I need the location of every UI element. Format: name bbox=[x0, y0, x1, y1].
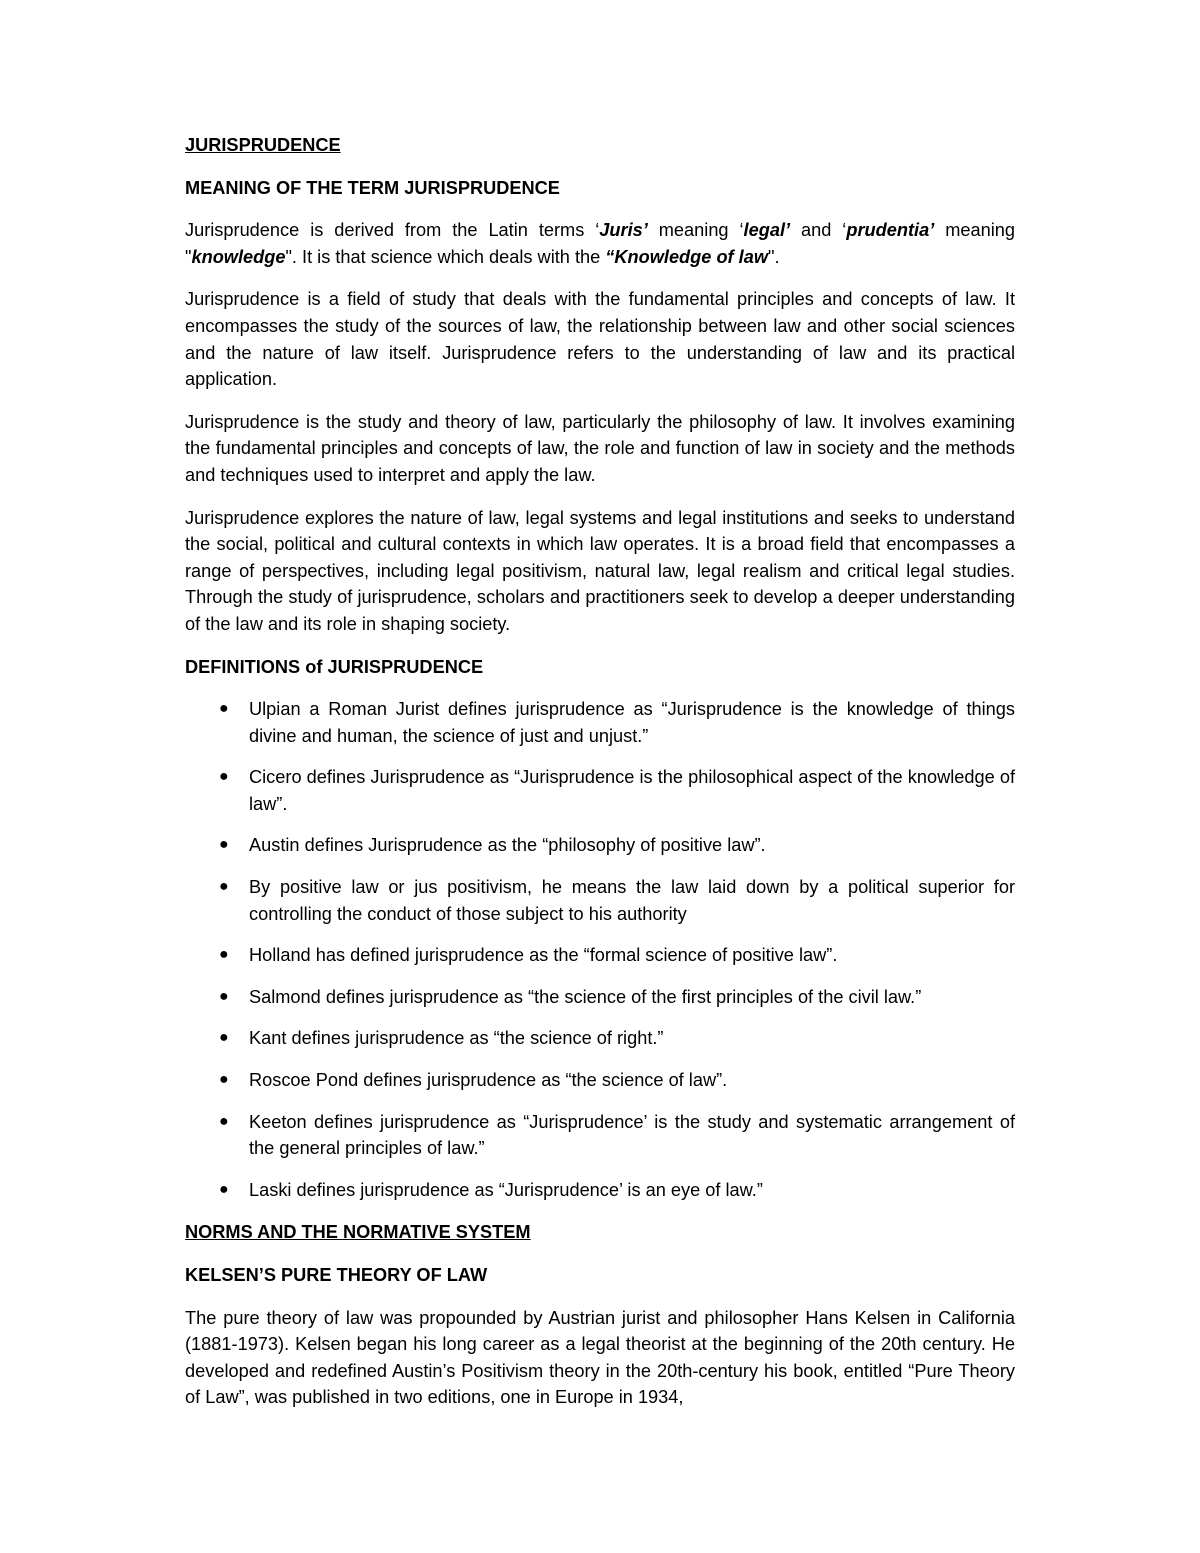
paragraph: Jurisprudence is a field of study that deals with the fundamental principles and concepts of law. It encompasses the study of the sources of law, the relationship between law and other social sciences and the nature of law itself. Jurisprudence refers to the understanding of law and its practical application. bbox=[185, 289, 1015, 390]
bullet-icon: ● bbox=[219, 1180, 229, 1198]
document-page bbox=[185, 132, 1015, 1427]
list-item: ● Laski defines jurisprudence as “Jurisprudence’ is an eye of law.” bbox=[185, 1177, 1015, 1204]
paragraph: Jurisprudence explores the nature of law, legal systems and legal institutions and seeks to understand the social, political and cultural contexts in which law operates. It is a broad field that encompasses a range of perspectives, including legal positivism, natural law, legal realism and critical legal studies. Through the study of jurisprudence, scholars and practitioners seek to develop a deeper understanding of the law and its role in shaping society. bbox=[185, 507, 1015, 634]
list-item: ● Roscoe Pond defines jurisprudence as “the science of law”. bbox=[185, 1067, 1015, 1094]
bullet-icon: ● bbox=[219, 1112, 229, 1130]
kelsen-paragraph: The pure theory of law was propounded by Austrian jurist and philosopher Hans Kelsen in California (1881-1973). Kelsen began his long career as a legal theorist at the beginning of the 20th century. He developed and redefined Austin’s Positivism theory in the 20th-century his book, entitled “Pure Theory of Law”, was published in two editions, one in Europe in 1934, bbox=[185, 1307, 1015, 1408]
kelsen-heading: KELSEN’S PURE THEORY OF LAW bbox=[185, 1265, 488, 1285]
bullet-icon: ● bbox=[219, 1071, 229, 1089]
list-item: ● By positive law or jus positivism, he means the law laid down by a political superior for controlling the conduct of those subject to his authority bbox=[185, 874, 1015, 927]
bullet-icon: ● bbox=[219, 987, 229, 1005]
bullet-icon: ● bbox=[219, 700, 229, 718]
bullet-icon: ● bbox=[219, 878, 229, 896]
term-legal: legal’ bbox=[743, 220, 791, 241]
meaning-paragraph: Jurisprudence is derived from the Latin terms ‘Juris’ meaning ‘legal’ and ‘prudentia’ meaning "knowledge". It is that science which deals with the “Knowledge of law". bbox=[185, 220, 1015, 267]
list-item: ● Salmond defines jurisprudence as “the science of the first principles of the civil law.” bbox=[185, 984, 1015, 1011]
definitions-heading: DEFINITIONS of JURISPRUDENCE bbox=[185, 656, 484, 677]
term-juris: Juris’ bbox=[599, 220, 648, 241]
list-item: ● Cicero defines Jurisprudence as “Jurisprudence is the philosophical aspect of the knowledge of law”. bbox=[185, 764, 1015, 817]
definitions-list bbox=[185, 696, 1015, 1203]
bullet-icon: ● bbox=[219, 1029, 229, 1047]
list-item: ● Keeton defines jurisprudence as “Jurisprudence’ is the study and systematic arrangement of the general principles of law.” bbox=[185, 1109, 1015, 1162]
term-knowledge: knowledge bbox=[191, 246, 286, 267]
list-item: ● Ulpian a Roman Jurist defines jurisprudence as “Jurisprudence is the knowledge of things divine and human, the science of just and unjust.” bbox=[185, 696, 1015, 749]
term-prudentia: prudentia’ bbox=[846, 220, 935, 241]
document-title: JURISPRUDENCE bbox=[185, 135, 341, 155]
bullet-icon: ● bbox=[219, 836, 229, 854]
list-item: ● Austin defines Jurisprudence as the “philosophy of positive law”. bbox=[185, 832, 1015, 859]
list-item: ● Holland has defined jurisprudence as the “formal science of positive law”. bbox=[185, 942, 1015, 969]
bullet-icon: ● bbox=[219, 768, 229, 786]
paragraph: Jurisprudence is the study and theory of law, particularly the philosophy of law. It involves examining the fundamental principles and concepts of law, the role and function of law in society and the methods and techniques used to interpret and apply the law. bbox=[185, 411, 1015, 485]
list-item: ● Kant defines jurisprudence as “the science of right.” bbox=[185, 1025, 1015, 1052]
term-knowledge-of-law: “Knowledge of law bbox=[605, 246, 768, 267]
bullet-icon: ● bbox=[219, 946, 229, 964]
meaning-heading: MEANING OF THE TERM JURISPRUDENCE bbox=[185, 177, 560, 198]
norms-heading: NORMS AND THE NORMATIVE SYSTEM bbox=[185, 1222, 531, 1243]
